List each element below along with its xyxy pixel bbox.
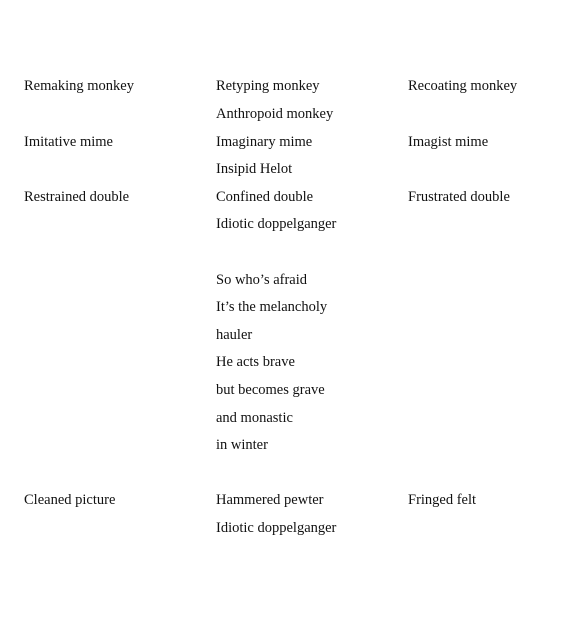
row-1-col-2-line-2: Anthropoid monkey <box>216 106 334 122</box>
row-1-col-1: Remaking monkey <box>24 78 134 94</box>
row-3-col-3: Frustrated double <box>408 189 510 205</box>
row-2-col-3: Imagist mime <box>408 134 489 150</box>
row-3-col-2-line-1: Confined double <box>216 189 314 205</box>
stanza-line-3: hauler <box>216 327 253 343</box>
stanza-line-5: but becomes grave <box>216 382 325 398</box>
final-row-col-3: Fringed felt <box>408 492 477 508</box>
stanza-line-7: in winter <box>216 437 268 453</box>
stanza-line-2: It’s the melancholy <box>216 299 328 315</box>
row-2-col-2-line-1: Imaginary mime <box>216 134 313 150</box>
stanza-line-4: He acts brave <box>216 354 295 370</box>
row-1-col-2-line-1: Retyping monkey <box>216 78 320 94</box>
stanza-line-6: and monastic <box>216 410 293 426</box>
stanza-line-1: So who’s afraid <box>216 272 308 288</box>
row-3-col-2-line-2: Idiotic doppelganger <box>216 216 337 232</box>
final-row-col-2-line-1: Hammered pewter <box>216 492 324 508</box>
final-row-col-1: Cleaned picture <box>24 492 116 508</box>
row-1-col-3: Recoating monkey <box>408 78 518 94</box>
final-row-col-2-line-2: Idiotic doppelganger <box>216 520 337 536</box>
row-2-col-2-line-2: Insipid Helot <box>216 161 293 177</box>
row-3-col-1: Restrained double <box>24 189 130 205</box>
row-2-col-1: Imitative mime <box>24 134 113 150</box>
